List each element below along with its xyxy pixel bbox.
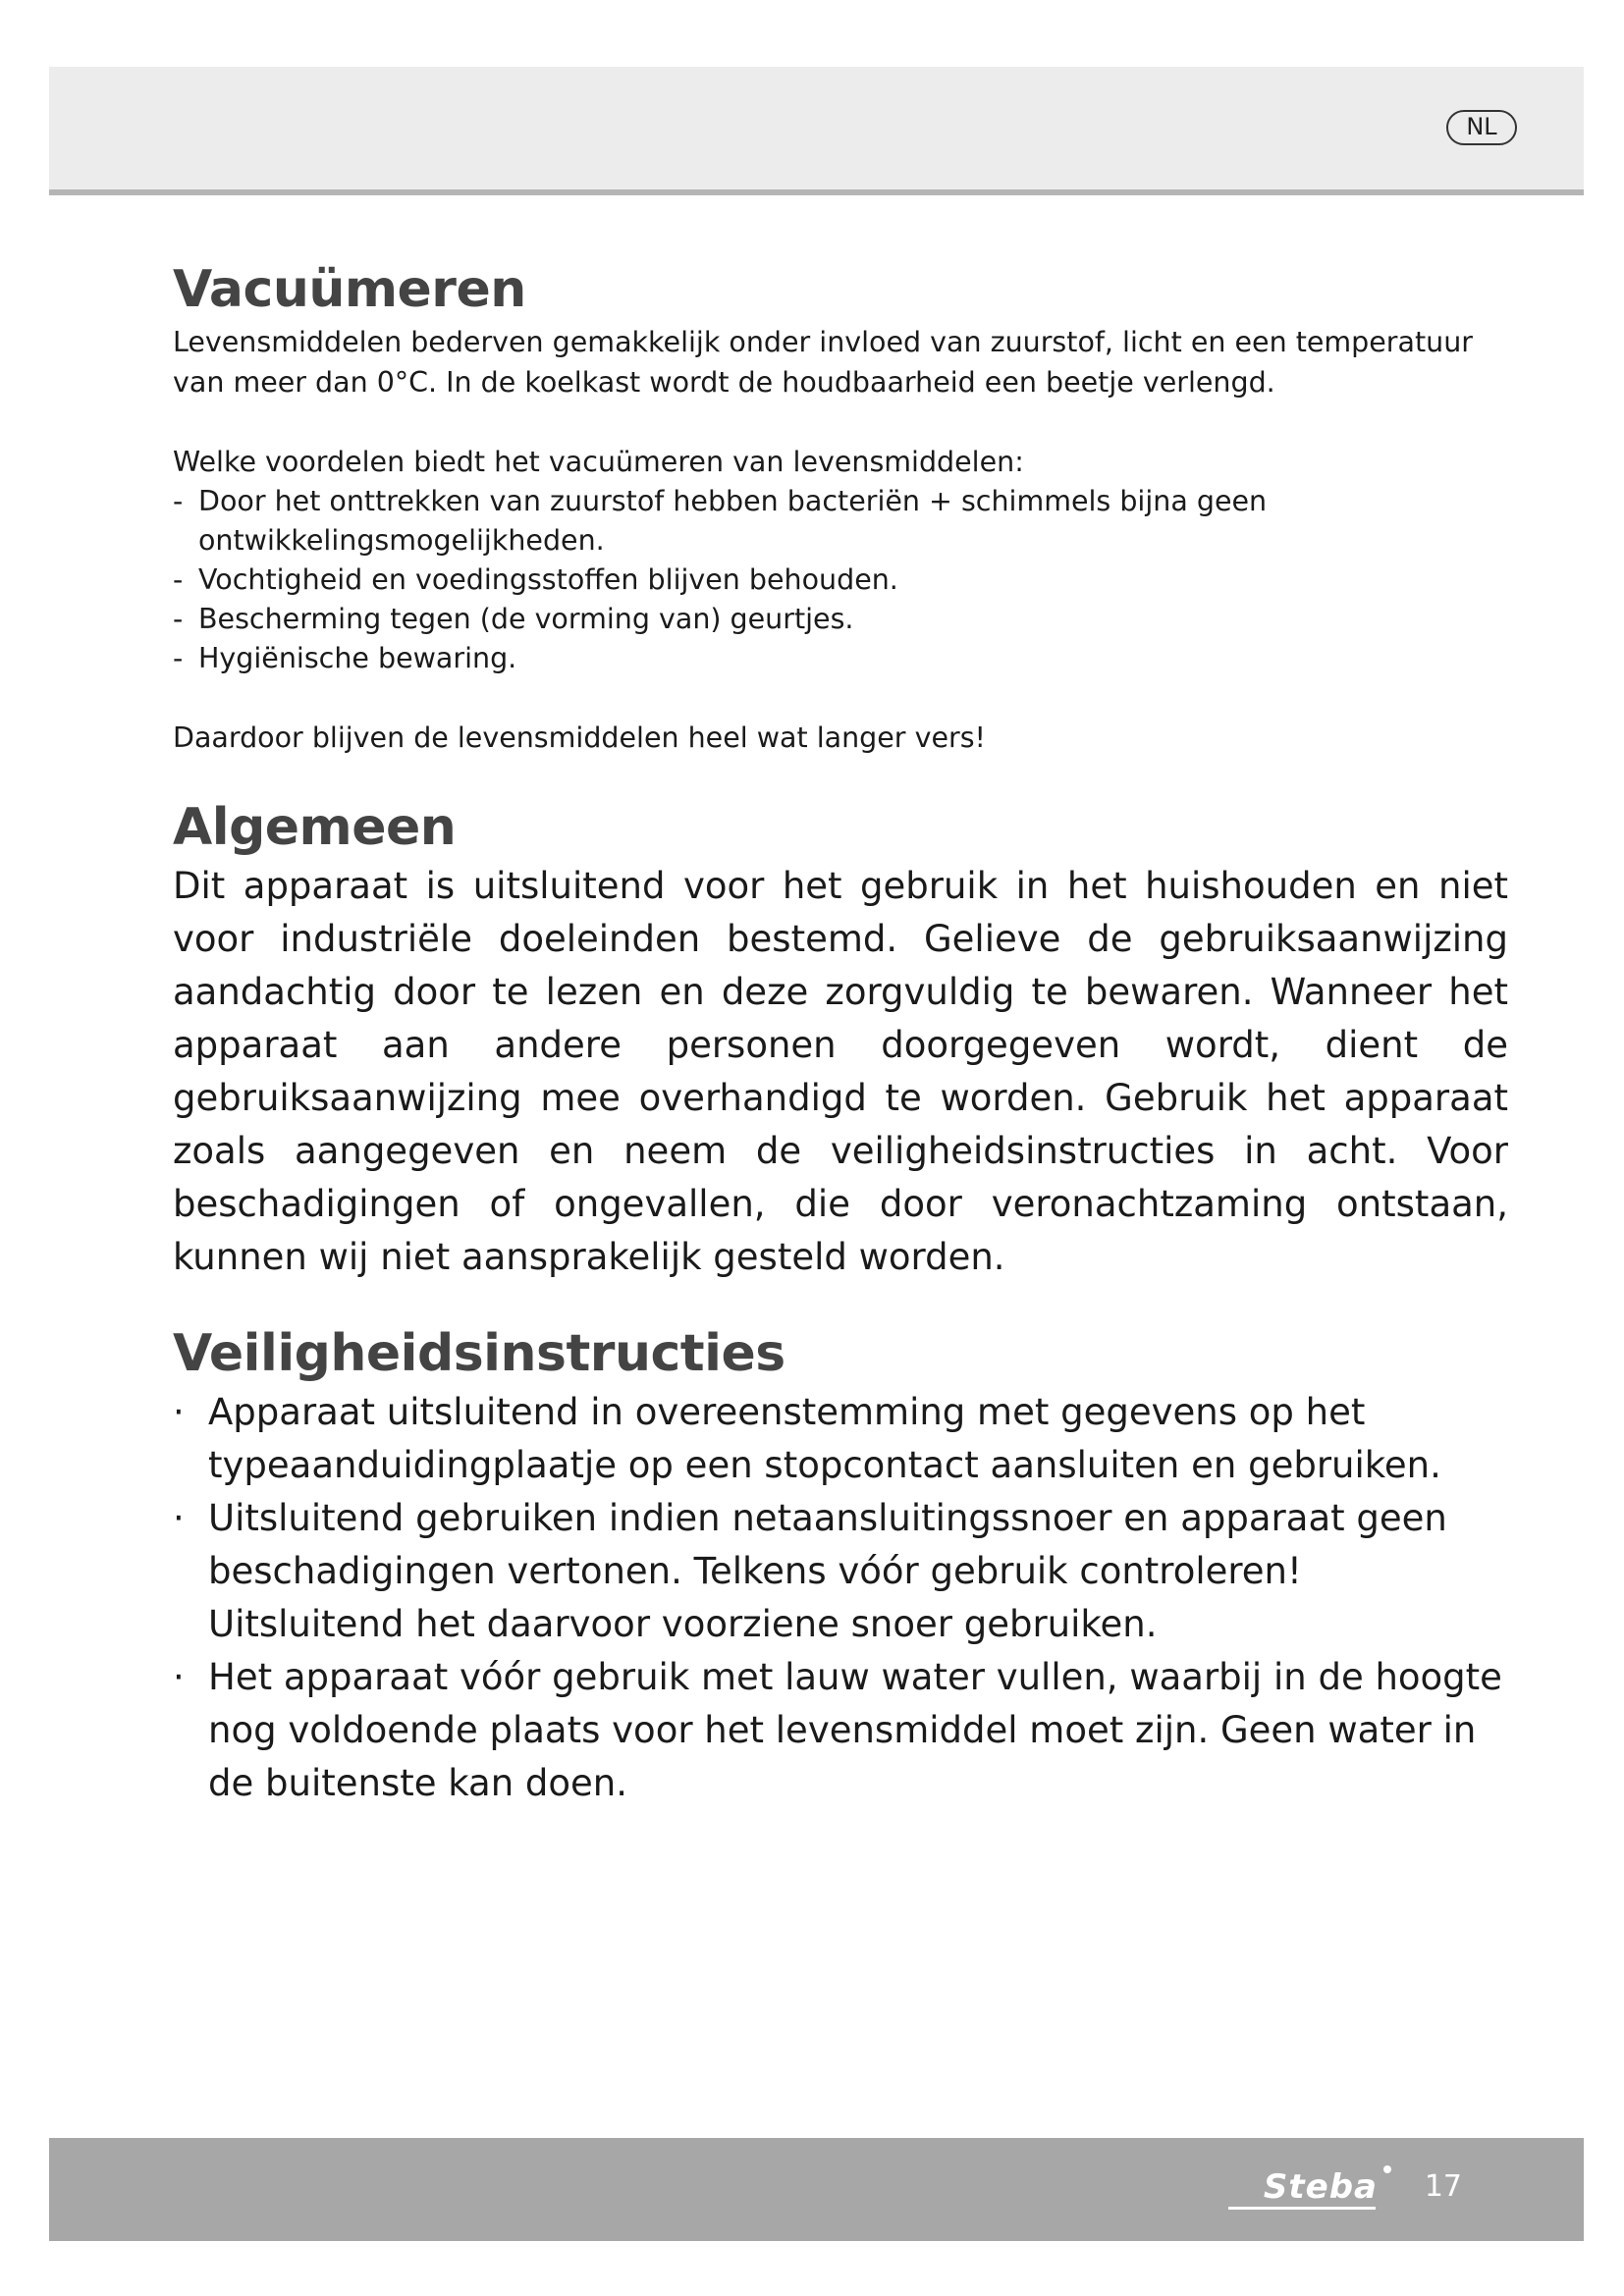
benefits-heading: Welke voordelen biedt het vacuümeren van levensmiddelen: bbox=[173, 446, 1024, 478]
brand-registered-icon bbox=[1383, 2165, 1391, 2173]
list-item: · Uitsluitend gebruiken indien netaansluitingssnoer en apparaat geen beschadigingen vertonen. Telkens vóór gebruik controleren! Uitsluitend het daarvoor voorziene snoer gebruiken. bbox=[173, 1497, 1447, 1645]
general-body: Dit apparaat is uitsluitend voor het gebruik in het huishouden en niet voor industriële doeleinden bestemd. Gelieve de gebruiksaanwijzing aandachtig door te lezen en deze zorgvuldig te bewaren. Wanneer het apparaat aan andere personen doorgegeven wordt, dient de gebruiksaanwijzing mee overhandigd te worden. Gebruik het apparaat zoals aangegeven en neem de veiligheidsinstructies in acht. Voor beschadigingen of ongevallen, die door veronachtzaming ontstaan, kunnen wij niet aansprakelijk gesteld worden. bbox=[173, 865, 1508, 1278]
brand-underline bbox=[1228, 2207, 1376, 2210]
footer-bar bbox=[49, 2138, 1584, 2241]
section-title-safety: Veiligheidsinstructies bbox=[173, 1324, 785, 1383]
header-bar bbox=[49, 67, 1584, 195]
list-item: · Apparaat uitsluitend in overeenstemming met gegevens op het typeaanduidingplaatje op een stopcontact aansluiten en gebruiken. bbox=[173, 1391, 1441, 1486]
vacuum-conclusion: Daardoor blijven de levensmiddelen heel wat langer vers! bbox=[173, 721, 986, 754]
list-item: - Door het onttrekken van zuurstof hebben bacteriën + schimmels bijna geen ontwikkelingsmogelijkheden. bbox=[173, 485, 1268, 557]
list-item: - Vochtigheid en voedingsstoffen blijven behouden. bbox=[173, 563, 898, 596]
page-content bbox=[173, 257, 1508, 1810]
section-title-general: Algemeen bbox=[173, 798, 457, 857]
safety-list bbox=[173, 1386, 1508, 1810]
list-item: · Het apparaat vóór gebruik met lauw water vullen, waarbij in de hoogte nog voldoende plaats voor het levensmiddel moet zijn. Geen water in de buitenste kan doen. bbox=[173, 1656, 1502, 1804]
brand-logo: Steba bbox=[1263, 2167, 1378, 2207]
language-badge: NL bbox=[1446, 110, 1517, 145]
page-number: 17 bbox=[1424, 2169, 1462, 2204]
section-title-vacuum: Vacuümeren bbox=[173, 260, 526, 319]
benefits-list bbox=[173, 482, 1508, 678]
vacuum-intro: Levensmiddelen bederven gemakkelijk onder invloed van zuurstof, licht en een temperatuur van meer dan 0°C. In de koelkast wordt de houdbaarheid een beetje verlengd. bbox=[173, 326, 1473, 399]
list-item: - Bescherming tegen (de vorming van) geurtjes. bbox=[173, 603, 854, 635]
list-item: - Hygiënische bewaring. bbox=[173, 642, 517, 674]
